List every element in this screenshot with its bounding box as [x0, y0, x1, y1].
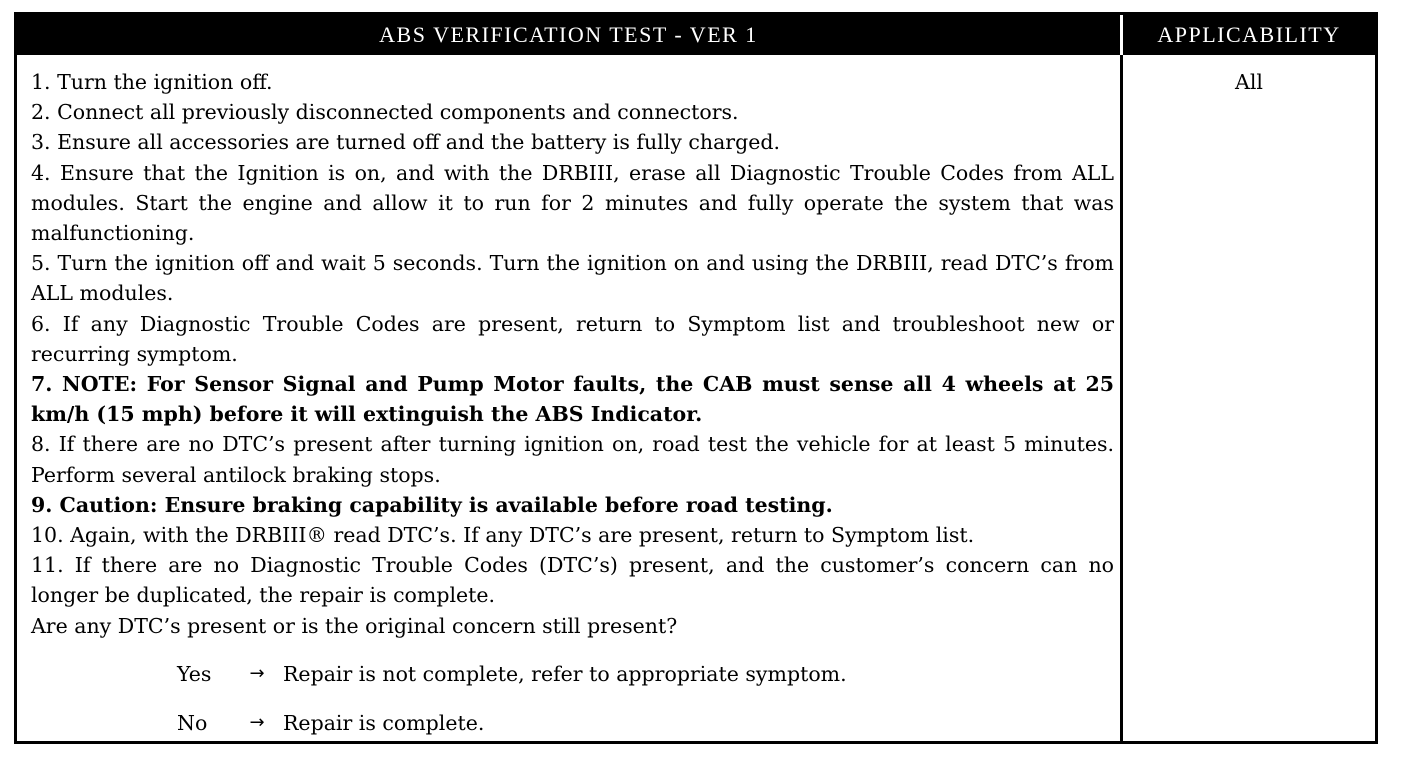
step-11: 11. If there are no Diagnostic Trouble Codes (DTC’s) present, and the customer’s concern can no longer be duplicated, the repair is complete.	[31, 553, 1114, 608]
step-5: 5. Turn the ignition off and wait 5 seconds. Turn the ignition on and using the DRBIII, read DTC’s from ALL modules.	[31, 251, 1114, 306]
right-arrow-icon: →	[249, 663, 265, 685]
verification-test-table	[14, 12, 1378, 744]
answer-yes-label: Yes	[177, 661, 212, 686]
step-7-note: 7. NOTE: For Sensor Signal and Pump Motor faults, the CAB must sense all 4 wheels at 25 km/h (15 mph) before it will extinguish the ABS Indicator.	[31, 372, 1114, 427]
procedure-column	[17, 55, 1123, 741]
step-10: 10. Again, with the DRBIII® read DTC’s. If any DTC’s are present, return to Symptom list.	[31, 523, 975, 548]
step-8: 8. If there are no DTC’s present after turning ignition on, road test the vehicle for at least 5 minutes. Perform several antilock braking stops.	[31, 432, 1114, 487]
test-title: ABS VERIFICATION TEST - VER 1	[17, 15, 1123, 55]
applicability-value: All	[1235, 70, 1263, 94]
answer-yes	[177, 659, 1114, 689]
applicability-heading: APPLICABILITY	[1157, 22, 1341, 47]
step-9-caution: 9. Caution: Ensure braking capability is available before road testing.	[31, 492, 833, 517]
answer-no-result: Repair is complete.	[283, 710, 485, 735]
right-arrow-icon: →	[249, 712, 265, 734]
step-3: 3. Ensure all accessories are turned off and the battery is fully charged.	[31, 130, 780, 155]
table-header	[17, 15, 1375, 55]
answer-yes-result: Repair is not complete, refer to appropriate symptom.	[283, 661, 847, 686]
answer-no	[177, 708, 1114, 738]
step-4: 4. Ensure that the Ignition is on, and with the DRBIII, erase all Diagnostic Trouble Codes from ALL modules. Start the engine and allow it to run for 2 minutes and fully operate the system that was malfunctioning.	[31, 160, 1114, 246]
table-body	[17, 55, 1375, 741]
verification-question: Are any DTC’s present or is the original concern still present?	[31, 613, 678, 638]
applicability-column	[1123, 55, 1375, 741]
step-6: 6. If any Diagnostic Trouble Codes are present, return to Symptom list and troubleshoot new or recurring symptom.	[31, 311, 1114, 366]
step-2: 2. Connect all previously disconnected components and connectors.	[31, 100, 739, 125]
step-1: 1. Turn the ignition off.	[31, 70, 273, 94]
answer-no-label: No	[177, 710, 208, 735]
